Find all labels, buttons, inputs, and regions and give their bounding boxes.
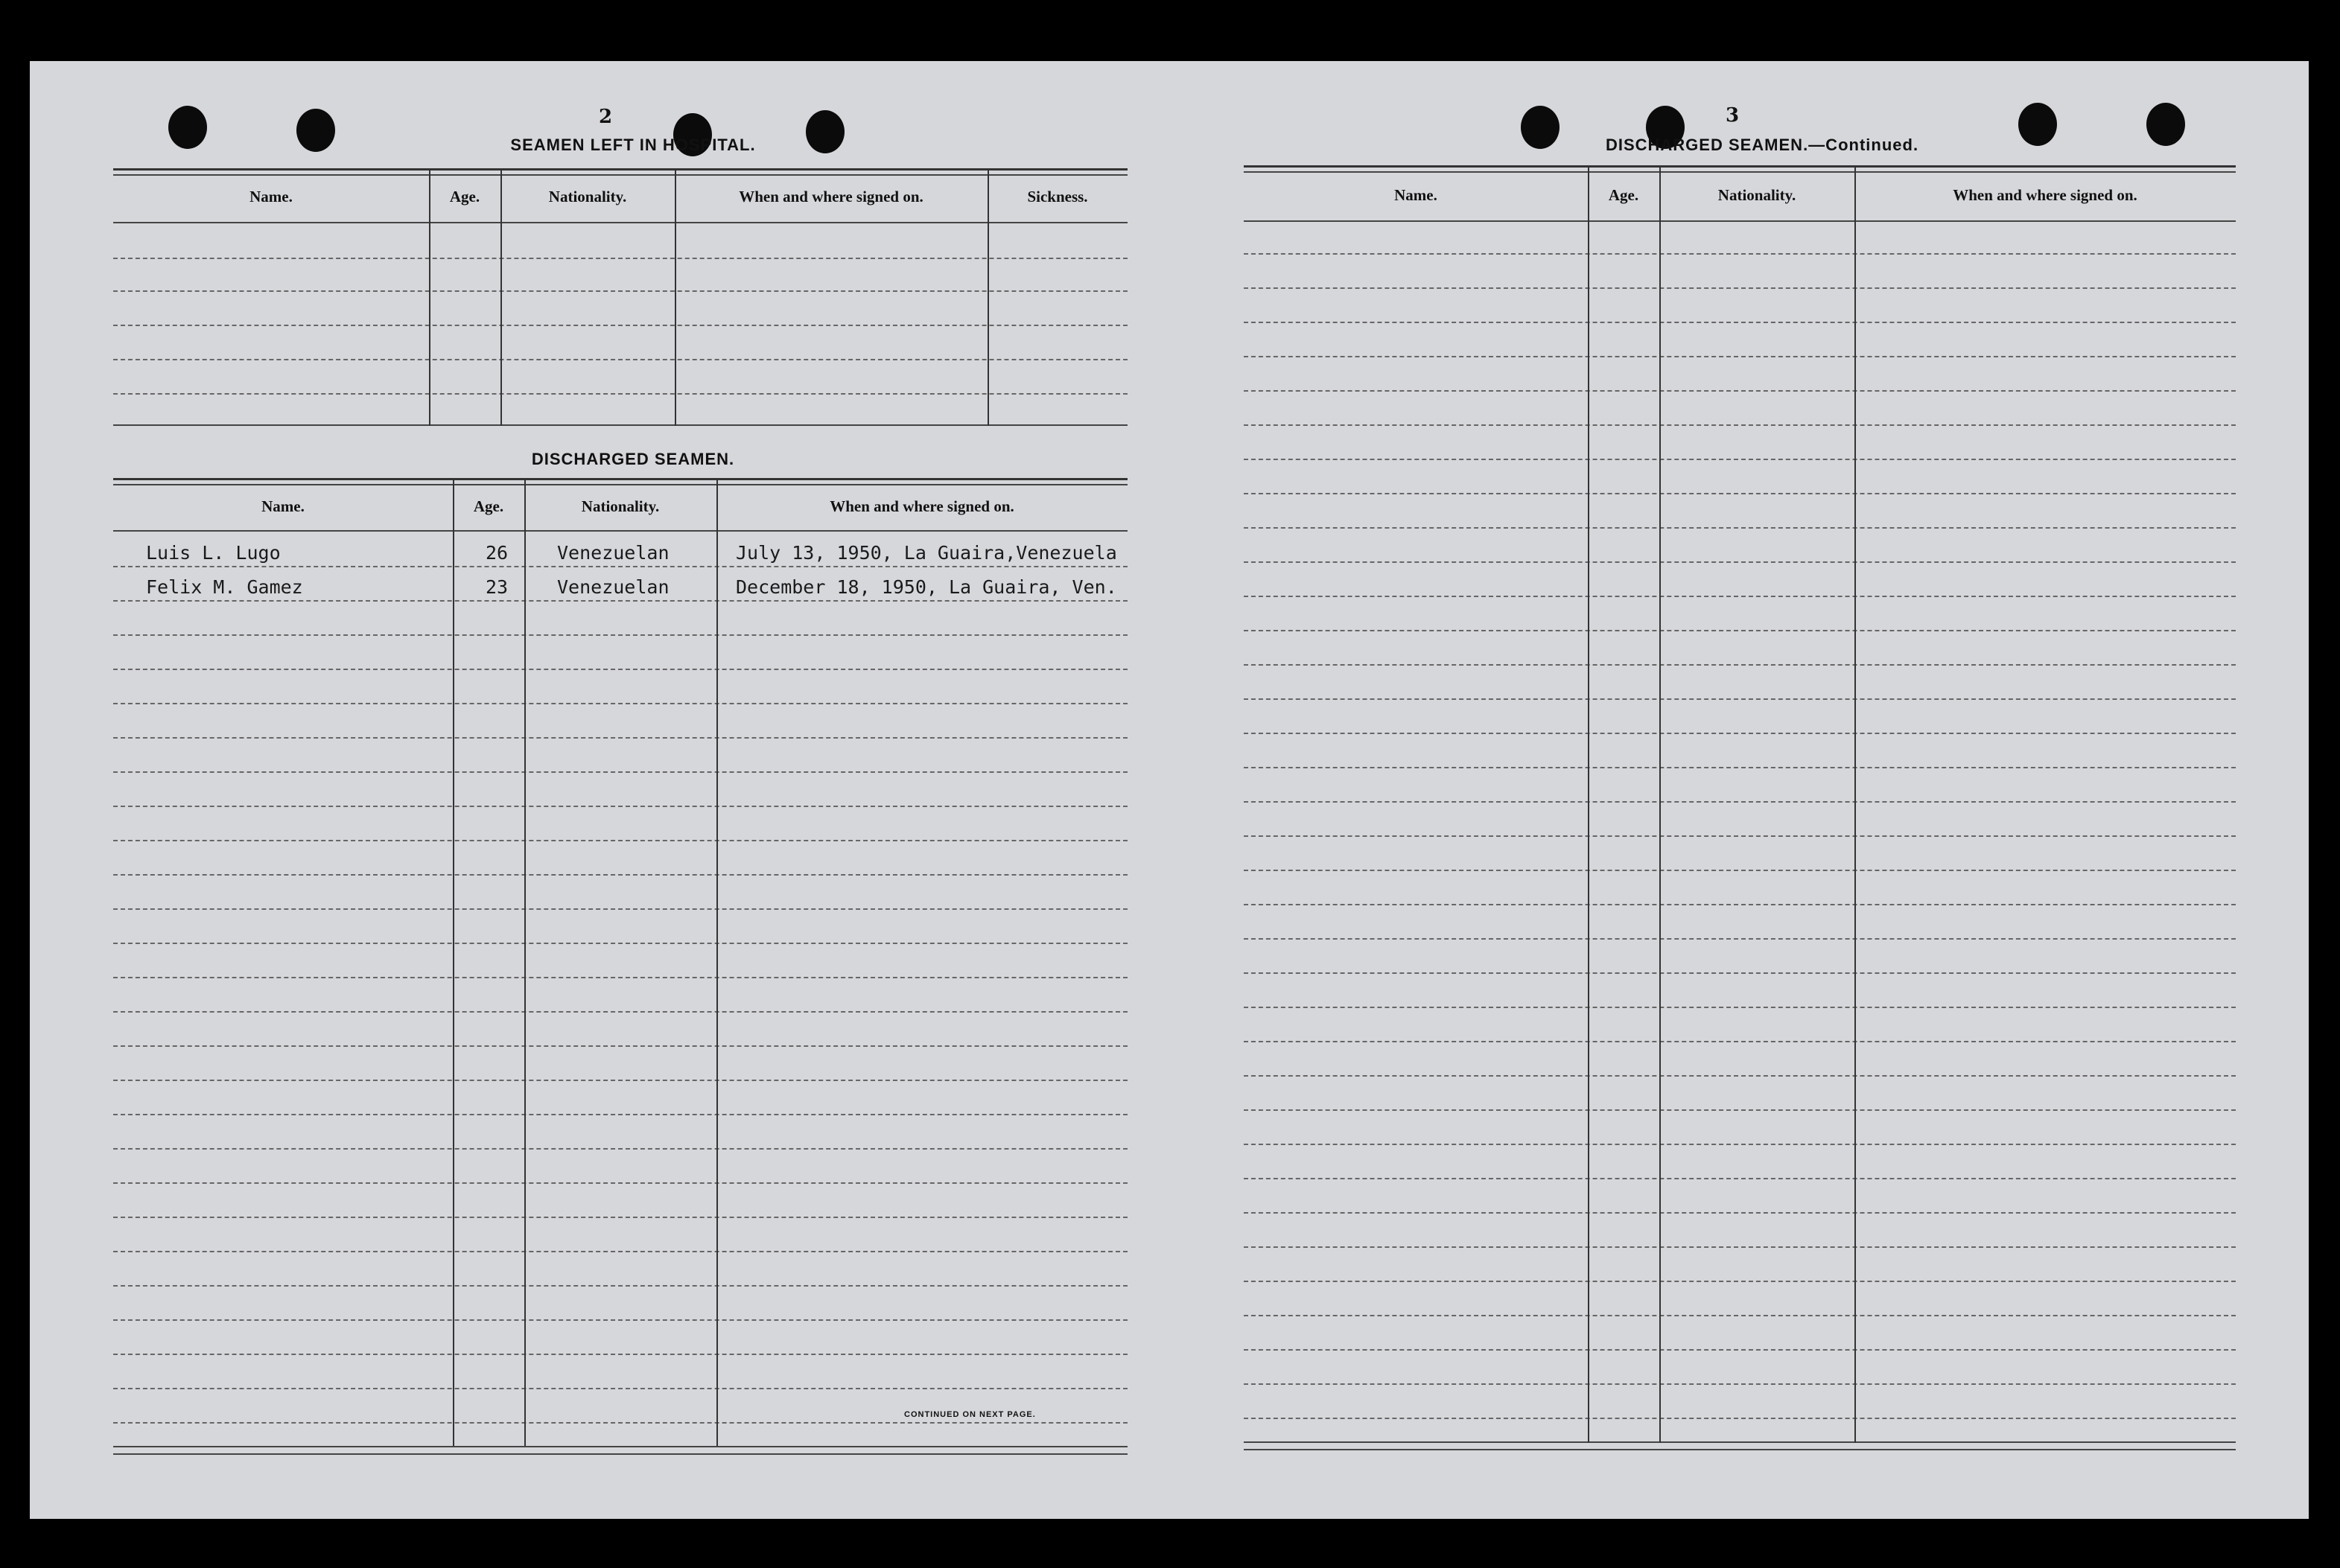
seaman-age: 23 [486,576,509,598]
col-header-name: Name. [249,188,293,205]
seaman-name: Felix M. Gamez [146,576,303,598]
seaman-signed-on: December 18, 1950, La Guaira, Ven. [736,576,1117,598]
col-header-age: Age. [449,188,480,205]
hospital-table [113,168,1128,436]
seaman-name: Luis L. Lugo [146,542,281,564]
col-header-nationality: Nationality. [548,188,627,205]
seaman-signed-on: July 13, 1950, La Guaira,Venezuela [736,542,1117,564]
page-number-left: 2 [598,106,613,128]
col-header-sickness: Sickness. [1027,188,1088,205]
punch-hole [168,106,207,149]
col-header-age: Age. [1608,186,1639,204]
col-header-signed-on: When and where signed on. [830,497,1014,515]
discharged-table [113,478,1128,1468]
col-header-age: Age. [473,497,504,515]
col-header-nationality: Nationality. [1717,186,1796,204]
hospital-section-title: SEAMEN LEFT IN HOSPITAL. [510,136,756,154]
seaman-age: 26 [486,542,509,564]
discharged-continued-table [1244,165,2236,1468]
discharged-continued-title: DISCHARGED SEAMEN.—Continued. [1605,136,1919,154]
punch-hole [296,109,335,152]
col-header-signed-on: When and where signed on. [1953,186,2137,204]
continued-footer: CONTINUED ON NEXT PAGE. [904,1410,1036,1419]
col-header-name: Name. [1394,186,1437,204]
discharged-section-title: DISCHARGED SEAMEN. [531,450,735,468]
document-sheet [30,61,2309,1519]
seaman-nationality: Venezuelan [557,542,670,564]
col-header-signed-on: When and where signed on. [739,188,923,205]
seaman-nationality: Venezuelan [557,576,670,598]
col-header-nationality: Nationality. [581,497,660,515]
col-header-name: Name. [261,497,305,515]
page-number-right: 3 [1725,104,1740,127]
punch-hole [2146,103,2185,146]
